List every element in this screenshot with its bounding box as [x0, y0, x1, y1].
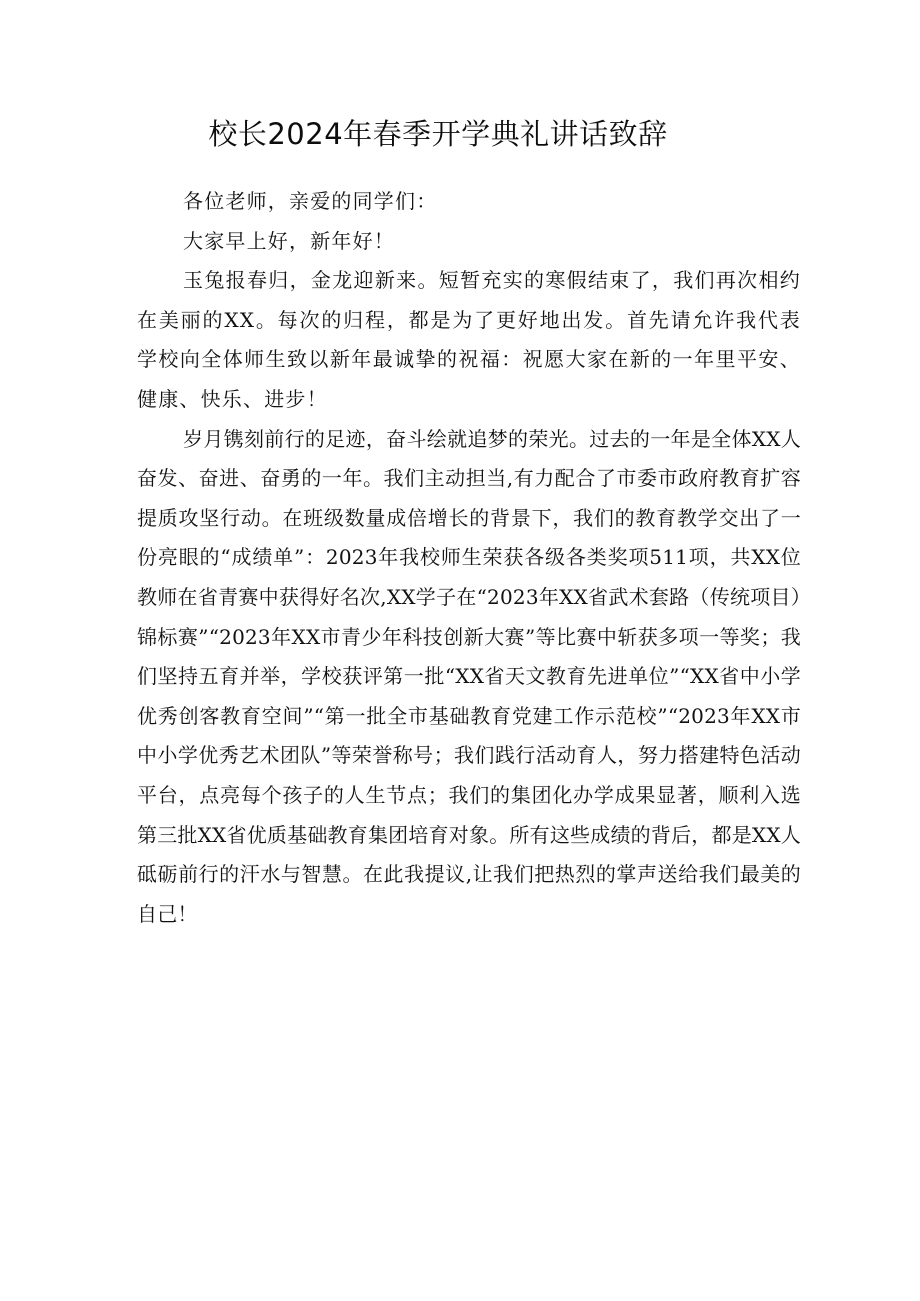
salutation-paragraph: 大家早上好，新年好！ — [183, 228, 395, 253]
body-paragraph: 玉兔报春归，金龙迎新来。短暂充实的寒假结束了，我们再次相约在美丽的XX。每次的归程，都是为了更好地出发。首先请允许我代表学校向全体师生致以新年最诚挚的祝福：祝愿大家在新的一年里平安、健康、快乐、进步！ — [137, 268, 801, 411]
document-title: 校长2024年春季开学典礼讲话致辞 — [208, 117, 668, 151]
document-body — [137, 182, 801, 934]
body-paragraph: 岁月镌刻前行的足迹，奋斗绘就追梦的荣光。过去的一年是全体XX人奋发、奋进、奋勇的一年。我们主动担当,有力配合了市委市政府教育扩容提质攻坚行动。在班级数量成倍增长的背景下，我们的教育教学交出了一份亮眼的“成绩单”：2023年我校师生荣获各级各类奖项511项，共XX位教师在省青赛中获得好名次,XX学子在“2023年XX省武术套路（传统项目）锦标赛”“2023年XX市青少年科技创新大赛”等比赛中斩获多项一等奖；我们坚持五育并举，学校获评第一批“XX省天文教育先进单位”“XX省中小学优秀创客教育空间”“第一批全市基础教育党建工作示范校”“2023年XX市中小学优秀艺术团队”等荣誉称号；我们践行活动育人，努力搭建特色活动平台，点亮每个孩子的人生节点；我们的集团化办学成果显著，顺利入选第三批XX省优质基础教育集团培育对象。所有这些成绩的背后，都是XX人砥砺前行的汗水与智慧。在此我提议,让我们把热烈的掌声送给我们最美的自己！ — [137, 426, 801, 926]
greeting-paragraph: 各位老师，亲爱的同学们： — [183, 189, 438, 213]
